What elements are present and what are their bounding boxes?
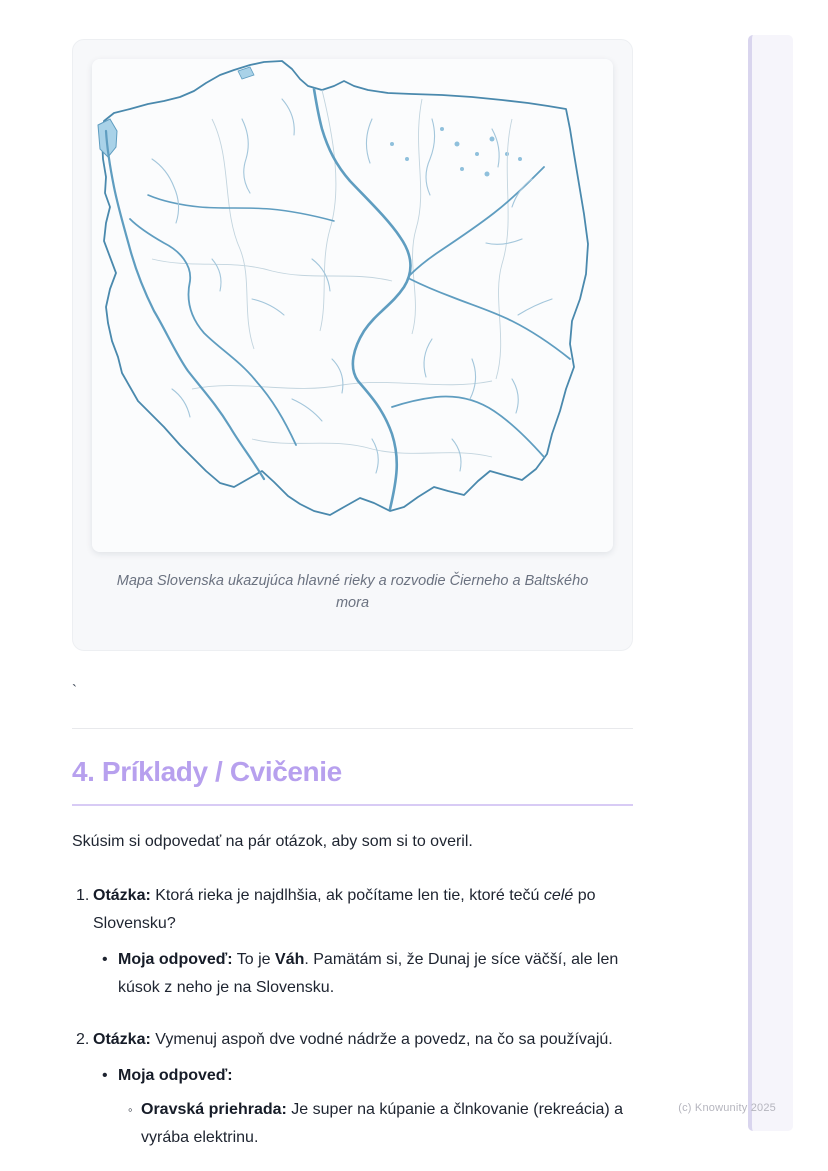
document-content: [72, 39, 633, 1152]
bullet-icon: •: [102, 951, 108, 968]
figure-caption: Mapa Slovenska ukazujúca hlavné rieky a rozvodie Čierneho a Baltského mora: [116, 573, 589, 611]
qa-item-1: [72, 882, 633, 1002]
question-row: [72, 1026, 633, 1054]
question-text: Otázka: Ktorá rieka je najdlhšia, ak počítame len tie, ktoré tečú celé po Slovensku?: [93, 887, 596, 932]
intro-paragraph: Skúsim si odpovedať na pár otázok, aby som si to overil.: [72, 833, 473, 850]
watermark: (c) Knowunity 2025: [678, 1102, 776, 1114]
map-image: [92, 59, 613, 552]
answer-row: [102, 946, 633, 1002]
sub-answer-row: [128, 1096, 633, 1152]
answer-text: Moja odpoveď: To je Váh. Pamätám si, že Dunaj je síce väčší, ale len kúsok z neho je na Slovensku.: [118, 951, 619, 996]
question-text: Otázka: Vymenuj aspoň dve vodné nádrže a povedz, na čo sa používajú.: [93, 1031, 613, 1048]
stray-backtick: `: [72, 682, 77, 699]
bullet-icon: •: [102, 1067, 108, 1084]
section-divider: [72, 728, 633, 729]
answer-text: Moja odpoveď:: [118, 1067, 233, 1084]
list-number: 2.: [76, 1031, 90, 1048]
river-map-svg: [92, 59, 613, 552]
hollow-bullet-icon: ◦: [128, 1102, 133, 1117]
question-row: [72, 882, 633, 938]
figure-card: [72, 39, 633, 651]
section-heading: 4. Príklady / Cvičenie: [72, 754, 633, 806]
qa-item-2: [72, 1026, 633, 1152]
page-scroll-strip[interactable]: [748, 35, 793, 1131]
qa-list: [72, 882, 633, 1152]
answer-row: [102, 1062, 633, 1090]
list-number: 1.: [76, 887, 90, 904]
sub-answer-text: Oravská priehrada: Je super na kúpanie a člnkovanie (rekreácia) a vyrába elektrinu.: [141, 1101, 624, 1146]
